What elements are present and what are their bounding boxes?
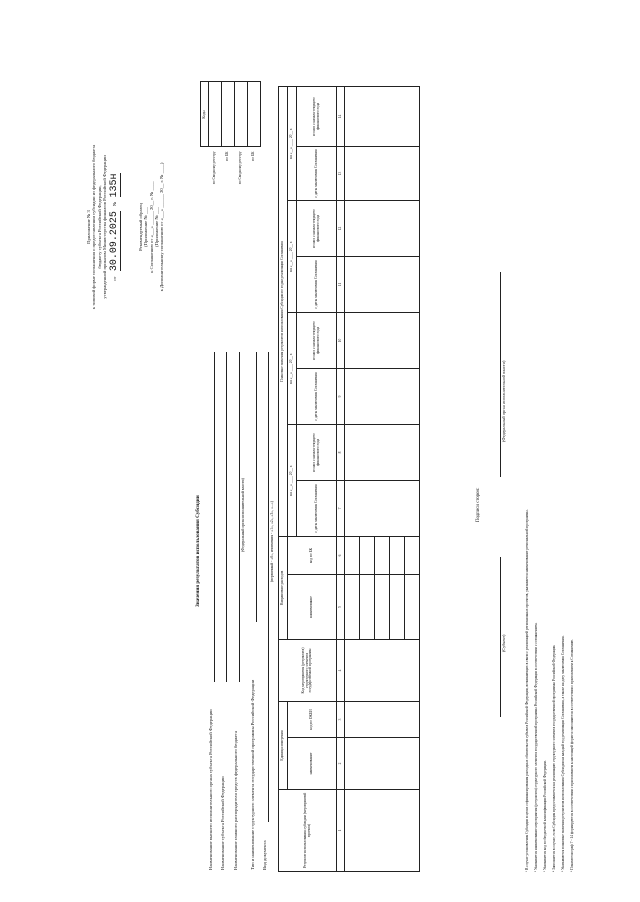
col-num-14: 14 xyxy=(337,86,345,146)
recommended-form: Рекомендуемый образец xyxy=(138,203,143,251)
col-num-10: 10 xyxy=(337,312,345,368)
footnote-1: ¹ В случае установления Субсидии в целях софинансирования расходных обязательств субъекта Российской Федерации, возникающих в связи с реализацией региональных проектов, указывается наименование региональной программы. xyxy=(525,509,529,872)
th-plan-date-3: на «__» ____ 20__ г. xyxy=(288,200,297,312)
th-direction: Направление расходов xyxy=(279,536,288,639)
th-subsidy-4: с даты заключения Соглашения xyxy=(297,146,337,200)
field-line-1 xyxy=(214,352,215,682)
th-unit-okei: код по ОКЕИ xyxy=(288,701,337,737)
field-document-type: Вид документа xyxy=(262,840,267,870)
footnote-3: ³ Указывается код по бюджетной классификации Российской Федерации. xyxy=(543,760,547,872)
to-agreement-line: к Соглашению от «___» ______ 20__ г. № ____ xyxy=(148,181,154,273)
form-block xyxy=(138,77,164,377)
th-plan-date-1: на «__» ____ 20__ г. xyxy=(288,424,297,536)
document-type-caption: (первичный - «0», изменения - «1», «2», «3», «...») xyxy=(270,501,274,582)
th-unit: Единица измерения xyxy=(279,701,288,789)
codes-header: Коды xyxy=(201,82,209,147)
th-year-2: из них с начала текущего финансового года xyxy=(297,312,337,368)
number-prefix: № xyxy=(112,201,118,206)
code-label-1: по Сводному реестру xyxy=(212,151,217,185)
code-cell-3 xyxy=(235,82,248,147)
col-num-6: 6 xyxy=(337,536,345,574)
code-cell-4 xyxy=(248,82,261,147)
order-date: 30.09.2025 xyxy=(109,211,121,272)
appendix-number: Приложение № 3 xyxy=(86,210,91,244)
col-num-2: 2 xyxy=(337,738,345,790)
approval-header xyxy=(86,77,121,377)
header-line-3: утвержденной приказом Министерства финансов Российской Федерации xyxy=(101,155,107,299)
field-line-2 xyxy=(226,352,227,682)
th-subsidy-3: с даты заключения Соглашения xyxy=(297,256,337,312)
th-subsidy-1: с даты заключения Соглашения xyxy=(297,480,337,536)
th-year-4: из них с начала текущего финансового года xyxy=(297,86,337,146)
col-num-3: 3 xyxy=(337,701,345,737)
order-date-line xyxy=(109,77,121,377)
codes-box xyxy=(200,82,261,258)
th-direction-name: наименование xyxy=(288,574,337,639)
signatures-heading: Подписи сторон: xyxy=(476,487,481,522)
code-label-3: по Сводному реестру xyxy=(238,151,243,185)
th-plan: Плановые значения результатов использования Субсидии по годам реализации Соглашения xyxy=(279,86,288,536)
col-num-9: 9 xyxy=(337,368,345,424)
field-line-5 xyxy=(268,352,269,822)
col-num-8: 8 xyxy=(337,424,345,480)
field-budget-manager: Наименование главного распорядителя средств федерального бюджета xyxy=(233,730,238,870)
rotated-document-page xyxy=(80,77,585,882)
appendix-paren-line: (Приложение № ___ xyxy=(153,207,159,247)
field-subject: Наименование субъекта Российской Федерации xyxy=(220,776,225,870)
code-cell-2 xyxy=(222,82,235,147)
appendix-no-line: (Приложение № ___ xyxy=(143,207,149,247)
form-title: Значения результатов использования Субсидии xyxy=(195,495,201,607)
th-code: Код мероприятия (результата) структурного элемента государственной программы xyxy=(279,639,337,701)
code-label-4: по БК xyxy=(251,151,256,161)
to-additional-line: к Дополнительному соглашению от «___» ______ 20__ г. № ____) xyxy=(159,162,165,292)
footnote-2: ² Указывается наименование мероприятия (результата) структурного элемента государственной программы Российской Федерации в соответствии с соглашением. xyxy=(534,622,538,872)
th-direction-code: код по БК xyxy=(288,536,337,574)
th-year-1: из них с начала текущего финансового года xyxy=(297,424,337,480)
field-line-3 xyxy=(239,352,240,682)
th-result: Результат использования субсидии (мероприятий проекта) xyxy=(279,790,337,872)
th-subsidy-2: с даты заключения Соглашения xyxy=(297,368,337,424)
date-prefix: от xyxy=(112,276,118,281)
col-num-1: 1 xyxy=(337,790,345,872)
code-label-2: по БК xyxy=(225,151,230,161)
code-cell-1 xyxy=(209,82,222,147)
signature-subject: (Субъект) xyxy=(501,634,506,652)
footnote-6: ⁶ Показатели граф 7 - 14 формируются в соответствии с приложением к настоящей форме и заполняются в соответствии с приложением к Соглашению. xyxy=(570,638,574,872)
field-line-4 xyxy=(256,352,257,622)
col-num-12: 12 xyxy=(337,200,345,256)
th-plan-date-4: на «__» ____ 20__ г. xyxy=(288,86,297,200)
signature-federal: (Федеральный орган исполнительной власти) xyxy=(501,360,506,442)
col-num-7: 7 xyxy=(337,480,345,536)
results-table xyxy=(278,86,420,872)
footnote-5: ⁵ Указываются плановые значения результатов использования Субсидии на каждый год реализации Соглашения, а также на дату заключения Соглашения. xyxy=(561,635,565,872)
col-num-5: 5 xyxy=(337,574,345,639)
table-row xyxy=(345,86,360,871)
field-caption: (Федеральный орган исполнительной власти) xyxy=(241,478,245,552)
field-executive-body: Наименование высшего исполнительного органа субъекта Российской Федерации xyxy=(208,709,213,870)
col-num-13: 13 xyxy=(337,146,345,200)
th-year-3: из них с начала текущего финансового года xyxy=(297,200,337,256)
th-plan-date-2: на «__» ____ 20__ г. xyxy=(288,312,297,424)
header-line-2: бюджету субъекта Российской Федерации, xyxy=(96,185,102,269)
col-num-11: 11 xyxy=(337,256,345,312)
field-structural-element: Тип и наименование структурного элемента государственной программы Российской Федерации xyxy=(250,679,255,870)
col-num-4: 4 xyxy=(337,639,345,701)
footnote-4: ⁴ Заполняется в случае, если Субсидия предоставляется на реализацию структурного элемента государственной программы Российской Федерации. xyxy=(552,644,556,872)
th-unit-name: наименование xyxy=(288,738,337,790)
order-number: 135н xyxy=(109,173,121,198)
header-line-1: к типовой форме соглашения о предоставлении субсидии из федерального бюджета xyxy=(91,144,97,310)
